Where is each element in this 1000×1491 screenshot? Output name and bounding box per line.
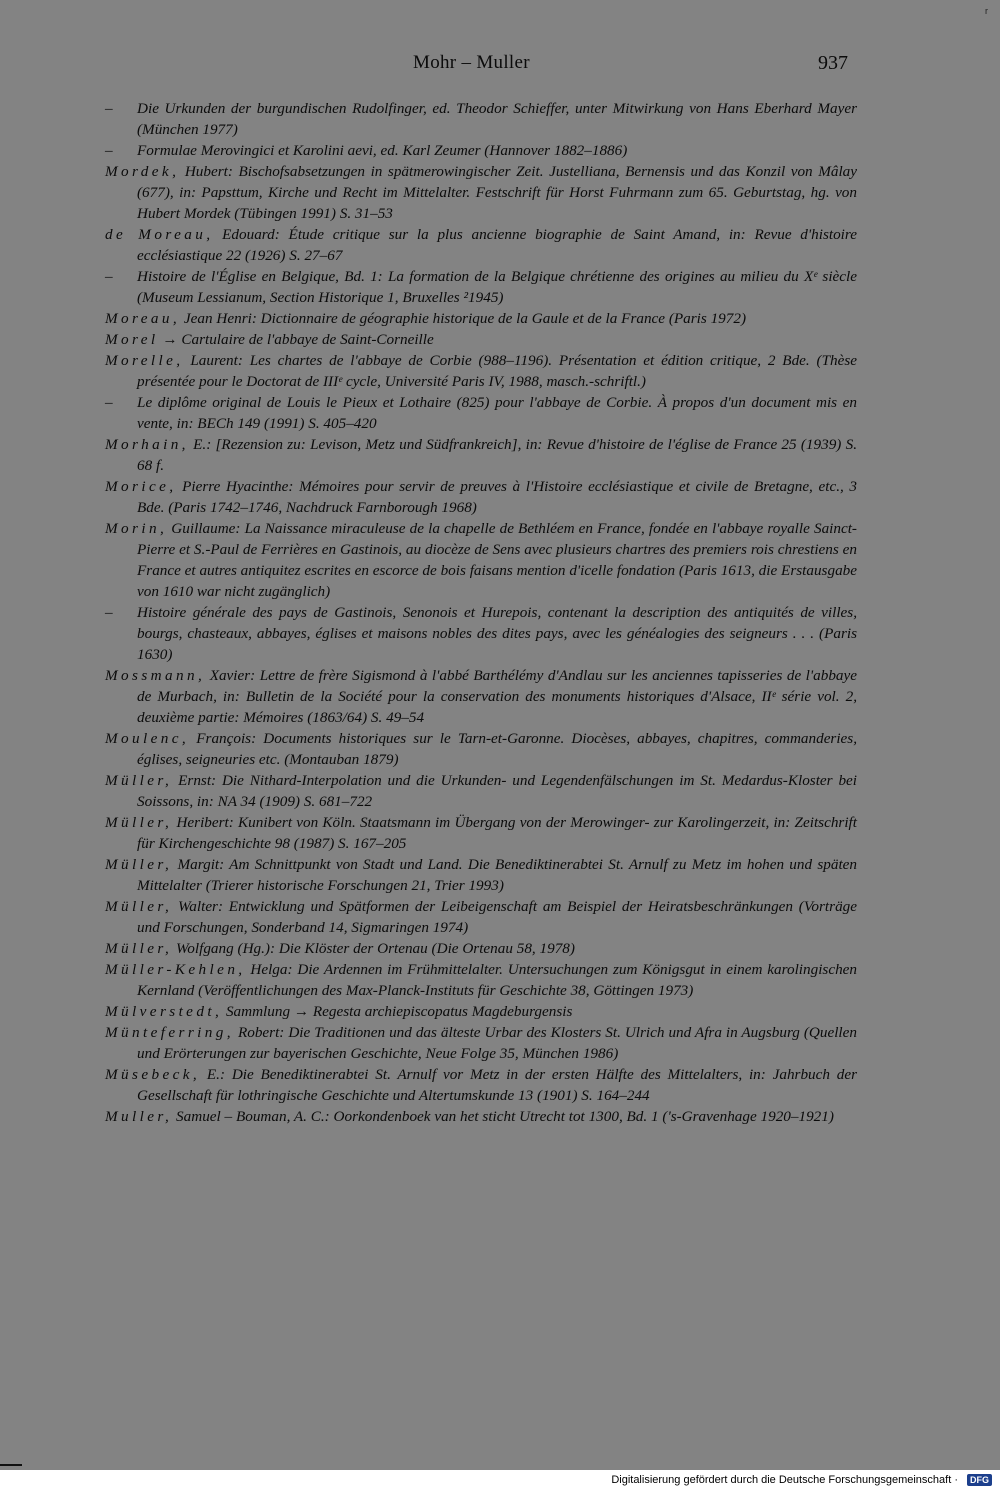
entry-author: Müller, xyxy=(105,814,173,831)
entry-author: Morice, xyxy=(105,478,177,495)
entry-author: Müller, xyxy=(105,856,173,873)
entry-text: → Cartulaire de l'abbaye de Saint-Corneille xyxy=(162,331,434,348)
bibliography-entry xyxy=(105,1064,857,1106)
entry-text: Pierre Hyacinthe: Mémoires pour servir de preuves à l'Histoire ecclésiastique et civile de Bretagne, etc., 3 Bde. (Paris 1742–1746, Nachdruck Farnborough 1968) xyxy=(137,478,858,516)
dfg-logo: DFG xyxy=(967,1474,992,1486)
entry-text: Robert: Die Traditionen und das älteste Urbar des Klosters St. Ulrich und Afra in Augsburg (Quellen und Erörterungen zur bayerischen Geschichte, Neue Folge 35, München 1986) xyxy=(137,1024,857,1062)
bibliography-entry xyxy=(105,728,857,770)
entry-text: Die Urkunden der burgundischen Rudolfinger, ed. Theodor Schieffer, unter Mitwirkung von Hans Eberhard Mayer (München 1977) xyxy=(137,100,857,138)
bibliography-entry xyxy=(105,161,857,224)
entry-text: Xavier: Lettre de frère Sigismond à l'abbé Barthélémy d'Andlau sur les anciennes tapisseries de l'abbaye de Murbach, in: Bulletin de la Société pour la conservation des monuments historiques d'Alsace, IIᵉ série vol. 2, deuxième partie: Mémoires (1863/64) S. 49–54 xyxy=(137,667,857,726)
bibliography-entry xyxy=(105,476,857,518)
bibliography-entry xyxy=(105,224,857,266)
entry-text: Le diplôme original de Louis le Pieux et Lothaire (825) pour l'abbaye de Corbie. À propos d'un document mis en vente, in: BECh 149 (1991) S. 405–420 xyxy=(137,394,857,432)
bibliography-entry xyxy=(105,308,857,329)
bibliography-entry xyxy=(105,1106,857,1127)
entry-author: Müller, xyxy=(105,772,173,789)
entry-author: Mordek, xyxy=(105,163,180,180)
bibliography-entry xyxy=(105,812,857,854)
entry-text: Laurent: Les chartes de l'abbaye de Corbie (988–1196). Présentation et édition critique, 2 Bde. (Thèse présentée pour le Doctorat de IIIᵉ cycle, Université Paris IV, 1988, masch.-schriftl.) xyxy=(137,352,857,390)
entry-text: Formulae Merovingici et Karolini aevi, ed. Karl Zeumer (Hannover 1882–1886) xyxy=(137,142,628,159)
page-header xyxy=(0,52,1000,76)
entry-author: Morel xyxy=(105,331,159,348)
entry-text: Histoire générale des pays de Gastinois, Senonois et Hurepois, contenant la description des antiquités de villes, bourgs, chasteaux, abbayes, églises et maisons nobles des dites pays, avec les généalogies des seigneurs . . . (Paris 1630) xyxy=(137,604,857,663)
bibliography-entry xyxy=(105,350,857,392)
bibliography-entry xyxy=(105,1001,857,1022)
bibliography-entry xyxy=(105,602,857,665)
entry-author: de Moreau, xyxy=(105,226,214,243)
entry-text: François: Documents historiques sur le Tarn-et-Garonne. Diocèses, abbayes, chapitres, commanderies, églises, seigneuries etc. (Montauban 1879) xyxy=(137,730,858,768)
entry-author: Mülverstedt, xyxy=(105,1003,223,1020)
page-number: 937 xyxy=(818,52,848,74)
entry-dash: – xyxy=(105,604,113,621)
bibliography-entry xyxy=(105,518,857,602)
entry-author: Münteferring, xyxy=(105,1024,234,1041)
entry-text: Jean Henri: Dictionnaire de géographie historique de la Gaule et de la France (Paris 1972) xyxy=(183,310,747,327)
entry-text: E.: Die Benediktinerabtei St. Arnulf vor Metz in der ersten Hälfte des Mittelalters, in: Jahrbuch der Gesellschaft für lothringische Geschichte und Altertumskunde 13 (1901) S. 164–244 xyxy=(137,1066,857,1104)
entry-dash: – xyxy=(105,268,113,285)
entry-dash: – xyxy=(105,394,113,411)
bibliography-list xyxy=(105,98,857,1127)
bibliography-entry xyxy=(105,434,857,476)
entry-text: Helga: Die Ardennen im Frühmittelalter. Untersuchungen zum Königsgut in einem karolingischen Kernland (Veröffentlichungen des Max-Planck-Instituts für Geschichte 38, Göttingen 1973) xyxy=(137,961,858,999)
bibliography-entry xyxy=(105,854,857,896)
bibliography-entry xyxy=(105,392,857,434)
entry-author: Muller, xyxy=(105,1108,173,1125)
entry-author: Morin, xyxy=(105,520,168,537)
entry-text: Histoire de l'Église en Belgique, Bd. 1: La formation de la Belgique chrétienne des origines au milieu du Xᵉ siècle (Museum Lessianum, Section Historique 1, Bruxelles ²1945) xyxy=(137,268,857,306)
entry-author: Morelle, xyxy=(105,352,184,369)
entry-text: Ernst: Die Nithard-Interpolation und die Urkunden- und Legendenfälschungen im St. Medardus-Kloster bei Soissons, in: NA 34 (1909) S. 681–722 xyxy=(137,772,857,810)
entry-text: E.: [Rezension zu: Levison, Metz und Südfrankreich], in: Revue d'histoire de l'église de France 25 (1939) S. 68 f. xyxy=(137,436,857,474)
entry-text: Sammlung → Regesta archiepiscopatus Magdeburgensis xyxy=(225,1003,573,1020)
entry-text: Margit: Am Schnittpunkt von Stadt und Land. Die Benediktinerabtei St. Arnulf zu Metz im hohen und späten Mittelalter (Trierer historische Forschungen 21, Trier 1993) xyxy=(137,856,857,894)
footer-credit: Digitalisierung gefördert durch die Deutsche Forschungsgemeinschaft · xyxy=(611,1474,958,1486)
bibliography-entry xyxy=(105,266,857,308)
entry-author: Müller, xyxy=(105,898,173,915)
entry-text: Samuel – Bouman, A. C.: Oorkondenboek van het sticht Utrecht tot 1300, Bd. 1 ('s-Gravenhage 1920–1921) xyxy=(176,1108,834,1125)
entry-author: Moreau, xyxy=(105,310,181,327)
entry-text: Hubert: Bischofsabsetzungen in spätmerowingischer Zeit. Justelliana, Bernensis und das Konzil von Mâlay (677), in: Papsttum, Kirche und Recht im Mittelalter. Festschrift für Horst Fuhrmann zum 65. Geburtstag, hg. von Hubert Mordek (Tübingen 1991) S. 31–53 xyxy=(137,163,858,222)
entry-text: Walter: Entwicklung und Spätformen der Leibeigenschaft am Beispiel der Heiratsbeschränkungen (Vorträge und Forschungen, Sonderband 14, Sigmaringen 1974) xyxy=(137,898,857,936)
entry-author: Müller-Kehlen, xyxy=(105,961,246,978)
entry-text: Wolfgang (Hg.): Die Klöster der Ortenau (Die Ortenau 58, 1978) xyxy=(176,940,575,957)
entry-author: Moulenc, xyxy=(105,730,190,747)
scan-mark xyxy=(0,1464,22,1466)
entry-author: Mossmann, xyxy=(105,667,206,684)
entry-author: Müller, xyxy=(105,940,173,957)
entry-text: Heribert: Kunibert von Köln. Staatsmann im Übergang von der Merowinger- zur Karolingerzeit, in: Zeitschrift für Kirchengeschichte 98 (1987) S. 167–205 xyxy=(137,814,857,852)
bibliography-entry xyxy=(105,665,857,728)
entry-author: Morhain, xyxy=(105,436,189,453)
bibliography-entry xyxy=(105,938,857,959)
entry-text: Guillaume: La Naissance miraculeuse de la chapelle de Bethléem en France, fondée en l'abbaye royalle Sainct-Pierre et S.-Paul de Ferrières en Gastinois, au diocèze de Sens avec plusieurs chartres des premiers rois chrestiens en France et autres antiquitez escrites en escorce de bois faisans mention d'icelle fondation (Paris 1613, die Erstausgabe von 1610 war nicht zugänglich) xyxy=(137,520,857,600)
bibliography-entry xyxy=(105,98,857,140)
entry-author: Müsebeck, xyxy=(105,1066,201,1083)
entry-dash: – xyxy=(105,142,113,159)
entry-text: Edouard: Étude critique sur la plus ancienne biographie de Saint Amand, in: Revue d'histoire ecclésiastique 22 (1926) S. 27–67 xyxy=(137,226,857,264)
bibliography-entry xyxy=(105,329,857,350)
bibliography-entry xyxy=(105,959,857,1001)
corner-mark: r xyxy=(985,6,988,16)
running-title: Mohr – Muller xyxy=(413,52,530,73)
entry-dash: – xyxy=(105,100,113,117)
bibliography-entry xyxy=(105,140,857,161)
bibliography-entry xyxy=(105,1022,857,1064)
footer-bar xyxy=(0,1470,1000,1491)
bibliography-entry xyxy=(105,896,857,938)
bibliography-entry xyxy=(105,770,857,812)
